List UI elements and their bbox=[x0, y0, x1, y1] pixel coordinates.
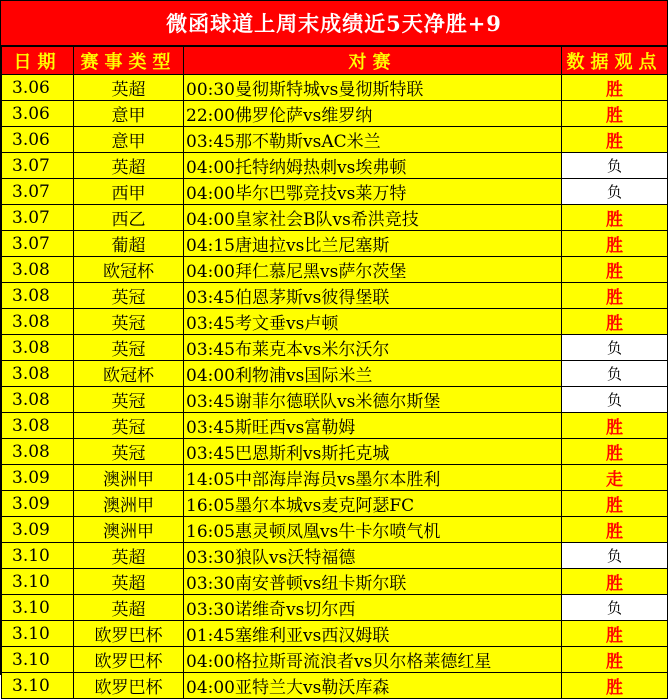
header-league: 赛事类型 bbox=[74, 47, 184, 75]
result-cell: 胜 bbox=[562, 205, 668, 231]
header-view: 数据观点 bbox=[562, 47, 668, 75]
table-row bbox=[2, 179, 668, 205]
table-row bbox=[2, 153, 668, 179]
date-cell: 3.07 bbox=[2, 231, 74, 257]
league-cell: 澳洲甲 bbox=[74, 465, 184, 491]
date-cell: 3.06 bbox=[2, 101, 74, 127]
match-cell: 14:05中部海岸海员vs墨尔本胜利 bbox=[184, 465, 562, 491]
match-cell: 03:45布莱克本vs米尔沃尔 bbox=[184, 335, 562, 361]
date-cell: 3.08 bbox=[2, 257, 74, 283]
result-cell: 胜 bbox=[562, 569, 668, 595]
match-cell: 03:45伯恩茅斯vs彼得堡联 bbox=[184, 283, 562, 309]
match-cell: 16:05墨尔本城vs麦克阿瑟FC bbox=[184, 491, 562, 517]
table-row bbox=[2, 127, 668, 153]
league-cell: 澳洲甲 bbox=[74, 491, 184, 517]
match-cell: 04:00托特纳姆热刺vs埃弗顿 bbox=[184, 153, 562, 179]
league-cell: 欧罗巴杯 bbox=[74, 621, 184, 647]
league-cell: 英超 bbox=[74, 153, 184, 179]
date-cell: 3.09 bbox=[2, 465, 74, 491]
match-cell: 03:45谢菲尔德联队vs米德尔斯堡 bbox=[184, 387, 562, 413]
league-cell: 欧冠杯 bbox=[74, 361, 184, 387]
result-cell: 胜 bbox=[562, 309, 668, 335]
header-row bbox=[2, 47, 668, 75]
table-row bbox=[2, 647, 668, 673]
table-row bbox=[2, 413, 668, 439]
table-row bbox=[2, 257, 668, 283]
league-cell: 西乙 bbox=[74, 205, 184, 231]
result-cell: 负 bbox=[562, 179, 668, 205]
date-cell: 3.10 bbox=[2, 595, 74, 621]
table-row bbox=[2, 283, 668, 309]
table-row bbox=[2, 387, 668, 413]
date-cell: 3.10 bbox=[2, 673, 74, 699]
league-cell: 欧罗巴杯 bbox=[74, 647, 184, 673]
table-row bbox=[2, 205, 668, 231]
result-cell: 胜 bbox=[562, 647, 668, 673]
date-cell: 3.07 bbox=[2, 205, 74, 231]
match-cell: 04:00利物浦vs国际米兰 bbox=[184, 361, 562, 387]
header-date: 日期 bbox=[2, 47, 74, 75]
match-cell: 03:45巴恩斯利vs斯托克城 bbox=[184, 439, 562, 465]
match-cell: 01:45塞维利亚vs西汉姆联 bbox=[184, 621, 562, 647]
date-cell: 3.06 bbox=[2, 127, 74, 153]
league-cell: 欧罗巴杯 bbox=[74, 673, 184, 699]
match-cell: 04:00格拉斯哥流浪者vs贝尔格莱德红星 bbox=[184, 647, 562, 673]
match-cell: 03:45斯旺西vs富勒姆 bbox=[184, 413, 562, 439]
league-cell: 英冠 bbox=[74, 335, 184, 361]
league-cell: 英超 bbox=[74, 595, 184, 621]
table-row bbox=[2, 335, 668, 361]
match-cell: 22:00佛罗伦萨vs维罗纳 bbox=[184, 101, 562, 127]
league-cell: 英冠 bbox=[74, 413, 184, 439]
date-cell: 3.10 bbox=[2, 543, 74, 569]
result-cell: 负 bbox=[562, 387, 668, 413]
match-cell: 04:15唐迪拉vs比兰尼塞斯 bbox=[184, 231, 562, 257]
match-cell: 03:30南安普顿vs纽卡斯尔联 bbox=[184, 569, 562, 595]
result-cell: 胜 bbox=[562, 517, 668, 543]
date-cell: 3.06 bbox=[2, 75, 74, 101]
date-cell: 3.08 bbox=[2, 387, 74, 413]
date-cell: 3.10 bbox=[2, 621, 74, 647]
result-cell: 胜 bbox=[562, 621, 668, 647]
date-cell: 3.09 bbox=[2, 491, 74, 517]
result-cell: 走 bbox=[562, 465, 668, 491]
result-cell: 负 bbox=[562, 595, 668, 621]
date-cell: 3.07 bbox=[2, 153, 74, 179]
league-cell: 英冠 bbox=[74, 439, 184, 465]
result-cell: 胜 bbox=[562, 283, 668, 309]
table-row bbox=[2, 231, 668, 257]
match-cell: 16:05惠灵顿凤凰vs牛卡尔喷气机 bbox=[184, 517, 562, 543]
header-match: 对赛 bbox=[184, 47, 562, 75]
result-cell: 负 bbox=[562, 361, 668, 387]
result-cell: 负 bbox=[562, 335, 668, 361]
league-cell: 英冠 bbox=[74, 387, 184, 413]
table-row bbox=[2, 361, 668, 387]
match-cell: 04:00皇家社会B队vs希洪竞技 bbox=[184, 205, 562, 231]
date-cell: 3.08 bbox=[2, 413, 74, 439]
league-cell: 意甲 bbox=[74, 101, 184, 127]
result-cell: 胜 bbox=[562, 673, 668, 699]
result-cell: 胜 bbox=[562, 231, 668, 257]
date-cell: 3.08 bbox=[2, 283, 74, 309]
date-cell: 3.08 bbox=[2, 335, 74, 361]
result-cell: 胜 bbox=[562, 257, 668, 283]
match-cell: 00:30曼彻斯特城vs曼彻斯特联 bbox=[184, 75, 562, 101]
table-row bbox=[2, 621, 668, 647]
table-row bbox=[2, 101, 668, 127]
result-cell: 胜 bbox=[562, 75, 668, 101]
match-cell: 03:30诺维奇vs切尔西 bbox=[184, 595, 562, 621]
match-cell: 03:45考文垂vs卢顿 bbox=[184, 309, 562, 335]
date-cell: 3.07 bbox=[2, 179, 74, 205]
result-cell: 胜 bbox=[562, 439, 668, 465]
league-cell: 澳洲甲 bbox=[74, 517, 184, 543]
table-row bbox=[2, 595, 668, 621]
match-cell: 03:30狼队vs沃特福德 bbox=[184, 543, 562, 569]
league-cell: 西甲 bbox=[74, 179, 184, 205]
date-cell: 3.08 bbox=[2, 439, 74, 465]
table-row bbox=[2, 569, 668, 595]
page-title: 微函球道上周末成绩近5天净胜+9 bbox=[1, 1, 667, 46]
result-cell: 胜 bbox=[562, 127, 668, 153]
league-cell: 意甲 bbox=[74, 127, 184, 153]
result-cell: 胜 bbox=[562, 101, 668, 127]
match-cell: 03:45那不勒斯vsAC米兰 bbox=[184, 127, 562, 153]
league-cell: 英冠 bbox=[74, 283, 184, 309]
league-cell: 欧冠杯 bbox=[74, 257, 184, 283]
result-cell: 胜 bbox=[562, 413, 668, 439]
table-row bbox=[2, 439, 668, 465]
date-cell: 3.08 bbox=[2, 361, 74, 387]
result-cell: 负 bbox=[562, 543, 668, 569]
league-cell: 英超 bbox=[74, 543, 184, 569]
table-body bbox=[2, 75, 668, 699]
date-cell: 3.09 bbox=[2, 517, 74, 543]
table-row bbox=[2, 673, 668, 699]
date-cell: 3.08 bbox=[2, 309, 74, 335]
table-row bbox=[2, 75, 668, 101]
match-cell: 04:00拜仁慕尼黑vs萨尔茨堡 bbox=[184, 257, 562, 283]
table-row bbox=[2, 517, 668, 543]
table-row bbox=[2, 309, 668, 335]
results-table bbox=[1, 46, 668, 699]
league-cell: 英冠 bbox=[74, 309, 184, 335]
result-cell: 胜 bbox=[562, 491, 668, 517]
league-cell: 英超 bbox=[74, 75, 184, 101]
result-cell: 负 bbox=[562, 153, 668, 179]
date-cell: 3.10 bbox=[2, 647, 74, 673]
table-row bbox=[2, 491, 668, 517]
league-cell: 英超 bbox=[74, 569, 184, 595]
table-row bbox=[2, 543, 668, 569]
league-cell: 葡超 bbox=[74, 231, 184, 257]
table-row bbox=[2, 465, 668, 491]
match-cell: 04:00毕尔巴鄂竞技vs莱万特 bbox=[184, 179, 562, 205]
date-cell: 3.10 bbox=[2, 569, 74, 595]
match-cell: 04:00亚特兰大vs勒沃库森 bbox=[184, 673, 562, 699]
